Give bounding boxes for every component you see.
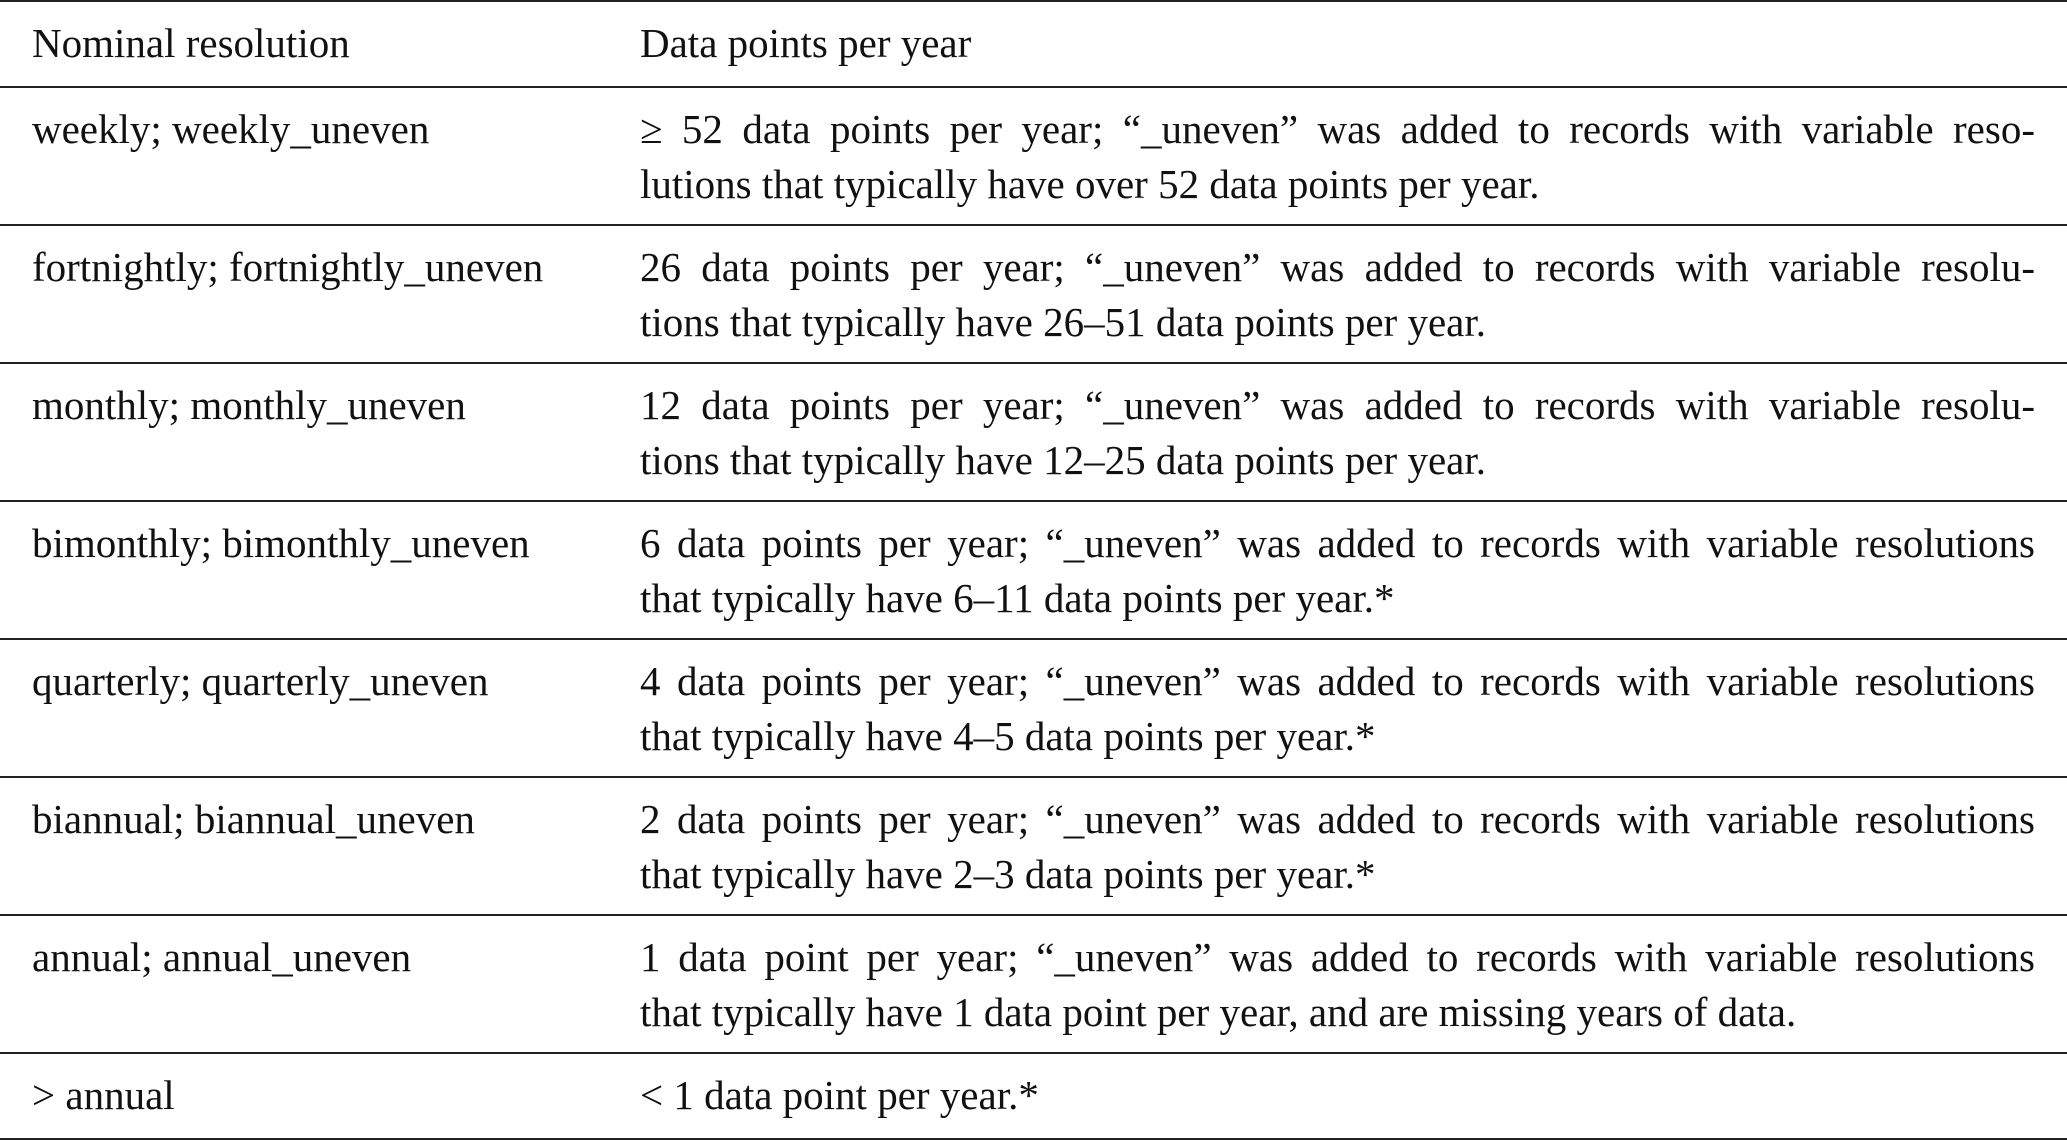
- resolution-cell: fortnightly; fortnightly_uneven: [32, 244, 544, 290]
- description-line: 4 data points per year; “_uneven” was added to records with variable resolutions: [640, 658, 2035, 704]
- table-row: [0, 640, 2067, 778]
- description-line: 12 data points per year; “_uneven” was added to records with variable resolu-: [640, 382, 2035, 428]
- description-line: ≥ 52 data points per year; “_uneven” was added to records with variable reso-: [640, 106, 2035, 152]
- description-cell: [640, 502, 2035, 638]
- table-header-row: [0, 2, 2067, 88]
- table-row: [0, 364, 2067, 502]
- description-line: tions that typically have 26–51 data points per year.: [640, 299, 1486, 345]
- description-line: 2 data points per year; “_uneven” was added to records with variable resolutions: [640, 796, 2035, 842]
- description-cell: [640, 1054, 2035, 1138]
- table-row: [0, 778, 2067, 916]
- resolution-cell: weekly; weekly_uneven: [32, 106, 430, 152]
- resolution-cell: > annual: [32, 1072, 175, 1118]
- description-line: < 1 data point per year.*: [640, 1072, 1039, 1118]
- description-cell: [640, 778, 2035, 914]
- resolution-cell: bimonthly; bimonthly_uneven: [32, 520, 530, 566]
- resolution-cell: monthly; monthly_uneven: [32, 382, 466, 428]
- resolution-cell: annual; annual_uneven: [32, 934, 412, 980]
- description-line: 6 data points per year; “_uneven” was added to records with variable resolutions: [640, 520, 2035, 566]
- description-cell: [640, 88, 2035, 224]
- table-row: [0, 226, 2067, 364]
- description-cell: [640, 364, 2035, 500]
- description-line: lutions that typically have over 52 data points per year.: [640, 161, 1540, 207]
- header-data-points-per-year: Data points per year: [640, 20, 972, 66]
- description-line: that typically have 4–5 data points per year.*: [640, 713, 1376, 759]
- description-cell: [640, 916, 2035, 1052]
- description-cell: [640, 226, 2035, 362]
- table-row: [0, 1054, 2067, 1140]
- description-line: 1 data point per year; “_uneven” was added to records with variable resolutions: [640, 934, 2035, 980]
- description-line: that typically have 1 data point per year, and are missing years of data.: [640, 989, 1797, 1035]
- table-row: [0, 88, 2067, 226]
- table-row: [0, 916, 2067, 1054]
- description-line: that typically have 2–3 data points per year.*: [640, 851, 1376, 897]
- table-row: [0, 502, 2067, 640]
- resolution-cell: quarterly; quarterly_uneven: [32, 658, 489, 704]
- description-line: that typically have 6–11 data points per year.*: [640, 575, 1395, 621]
- resolution-cell: biannual; biannual_uneven: [32, 796, 475, 842]
- description-line: 26 data points per year; “_uneven” was added to records with variable resolu-: [640, 244, 2035, 290]
- description-line: tions that typically have 12–25 data points per year.: [640, 437, 1486, 483]
- description-cell: [640, 640, 2035, 776]
- header-nominal-resolution: Nominal resolution: [32, 20, 350, 66]
